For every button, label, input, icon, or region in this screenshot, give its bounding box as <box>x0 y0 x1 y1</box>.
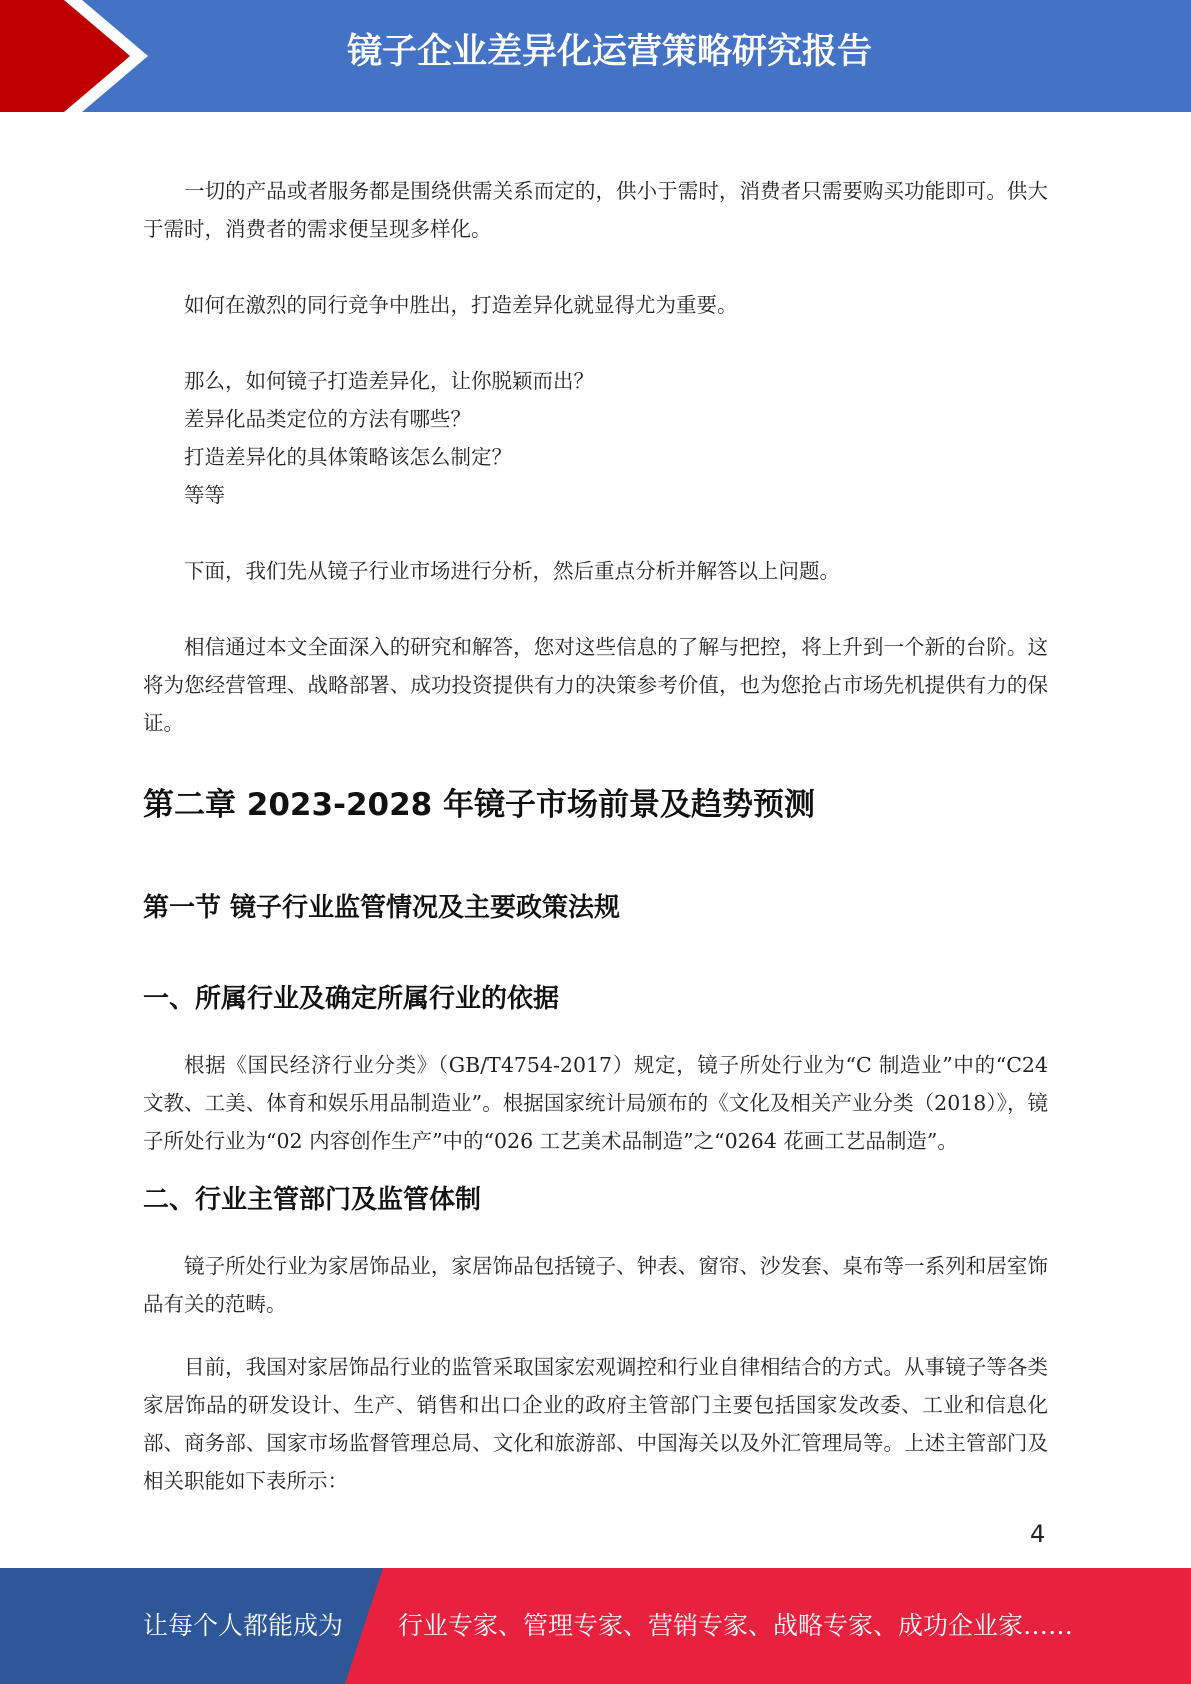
section-heading: 第一节 镜子行业监管情况及主要政策法规 <box>143 893 621 923</box>
page-number: 4 <box>1030 1520 1046 1548</box>
regulation-paragraph: 目前，我国对家居饰品行业的监管采取国家宏观调控和行业自律相结合的方式。从事镜子等各类家居饰品的研发设计、生产、销售和出口企业的政府主管部门主要包括国家发改委、工业和信息化部、商务部、国家市场监督管理总局、文化和旅游部、中国海关以及外汇管理局等。上述主管部门及相关职能如下表所示： <box>143 1355 1048 1493</box>
report-title: 镜子企业差异化运营策略研究报告 <box>346 32 872 72</box>
value-paragraph: 相信通过本文全面深入的研究和解答，您对这些信息的了解与把控，将上升到一个新的台阶。这将为您经营管理、战略部署、成功投资提供有力的决策参考价值，也为您抢占市场先机提供有力的保证。 <box>143 635 1048 735</box>
home-decor-paragraph: 镜子所处行业为家居饰品业，家居饰品包括镜子、钟表、窗帘、沙发套、桌布等一系列和居室饰品有关的范畴。 <box>143 1254 1048 1316</box>
subheading-regulation: 二、行业主管部门及监管体制 <box>143 1185 482 1215</box>
subheading-industry: 一、所属行业及确定所属行业的依据 <box>143 984 560 1014</box>
page-footer <box>0 1568 1191 1684</box>
question-line-3: 打造差异化的具体策略该怎么制定？ <box>184 445 512 469</box>
footer-slogan-left: 让每个人都能成为 <box>143 1611 344 1640</box>
intro-paragraph: 一切的产品或者服务都是围绕供需关系而定的，供小于需时，消费者只需要购买功能即可。供大于需时，消费者的需求便呈现多样化。 <box>143 179 1048 241</box>
question-line-2: 差异化品类定位的方法有哪些？ <box>184 407 471 431</box>
analysis-paragraph: 下面，我们先从镜子行业市场进行分析，然后重点分析并解答以上问题。 <box>184 559 840 583</box>
industry-classification-paragraph: 根据《国民经济行业分类》（GB/T4754-2017）规定，镜子所处行业为“C 制造业”中的“C24 文教、工美、体育和娱乐用品制造业”。根据国家统计局颁布的《文化及相关产业分类（2018）》，镜子所处行业为“02 内容创作生产”中的“026 工艺美术品制造”之“0264 花画工艺品制造”。 <box>143 1053 1048 1153</box>
question-line-4: 等等 <box>184 483 225 507</box>
footer-slogan-right: 行业专家、管理专家、营销专家、战略专家、成功企业家…… <box>398 1611 1074 1640</box>
chapter-heading: 第二章 2023-2028 年镜子市场前景及趋势预测 <box>143 787 816 823</box>
page-header <box>0 0 1191 112</box>
competition-paragraph: 如何在激烈的同行竞争中胜出，打造差异化就显得尤为重要。 <box>184 293 738 317</box>
question-line-1: 那么，如何镜子打造差异化，让你脱颖而出？ <box>184 369 594 393</box>
